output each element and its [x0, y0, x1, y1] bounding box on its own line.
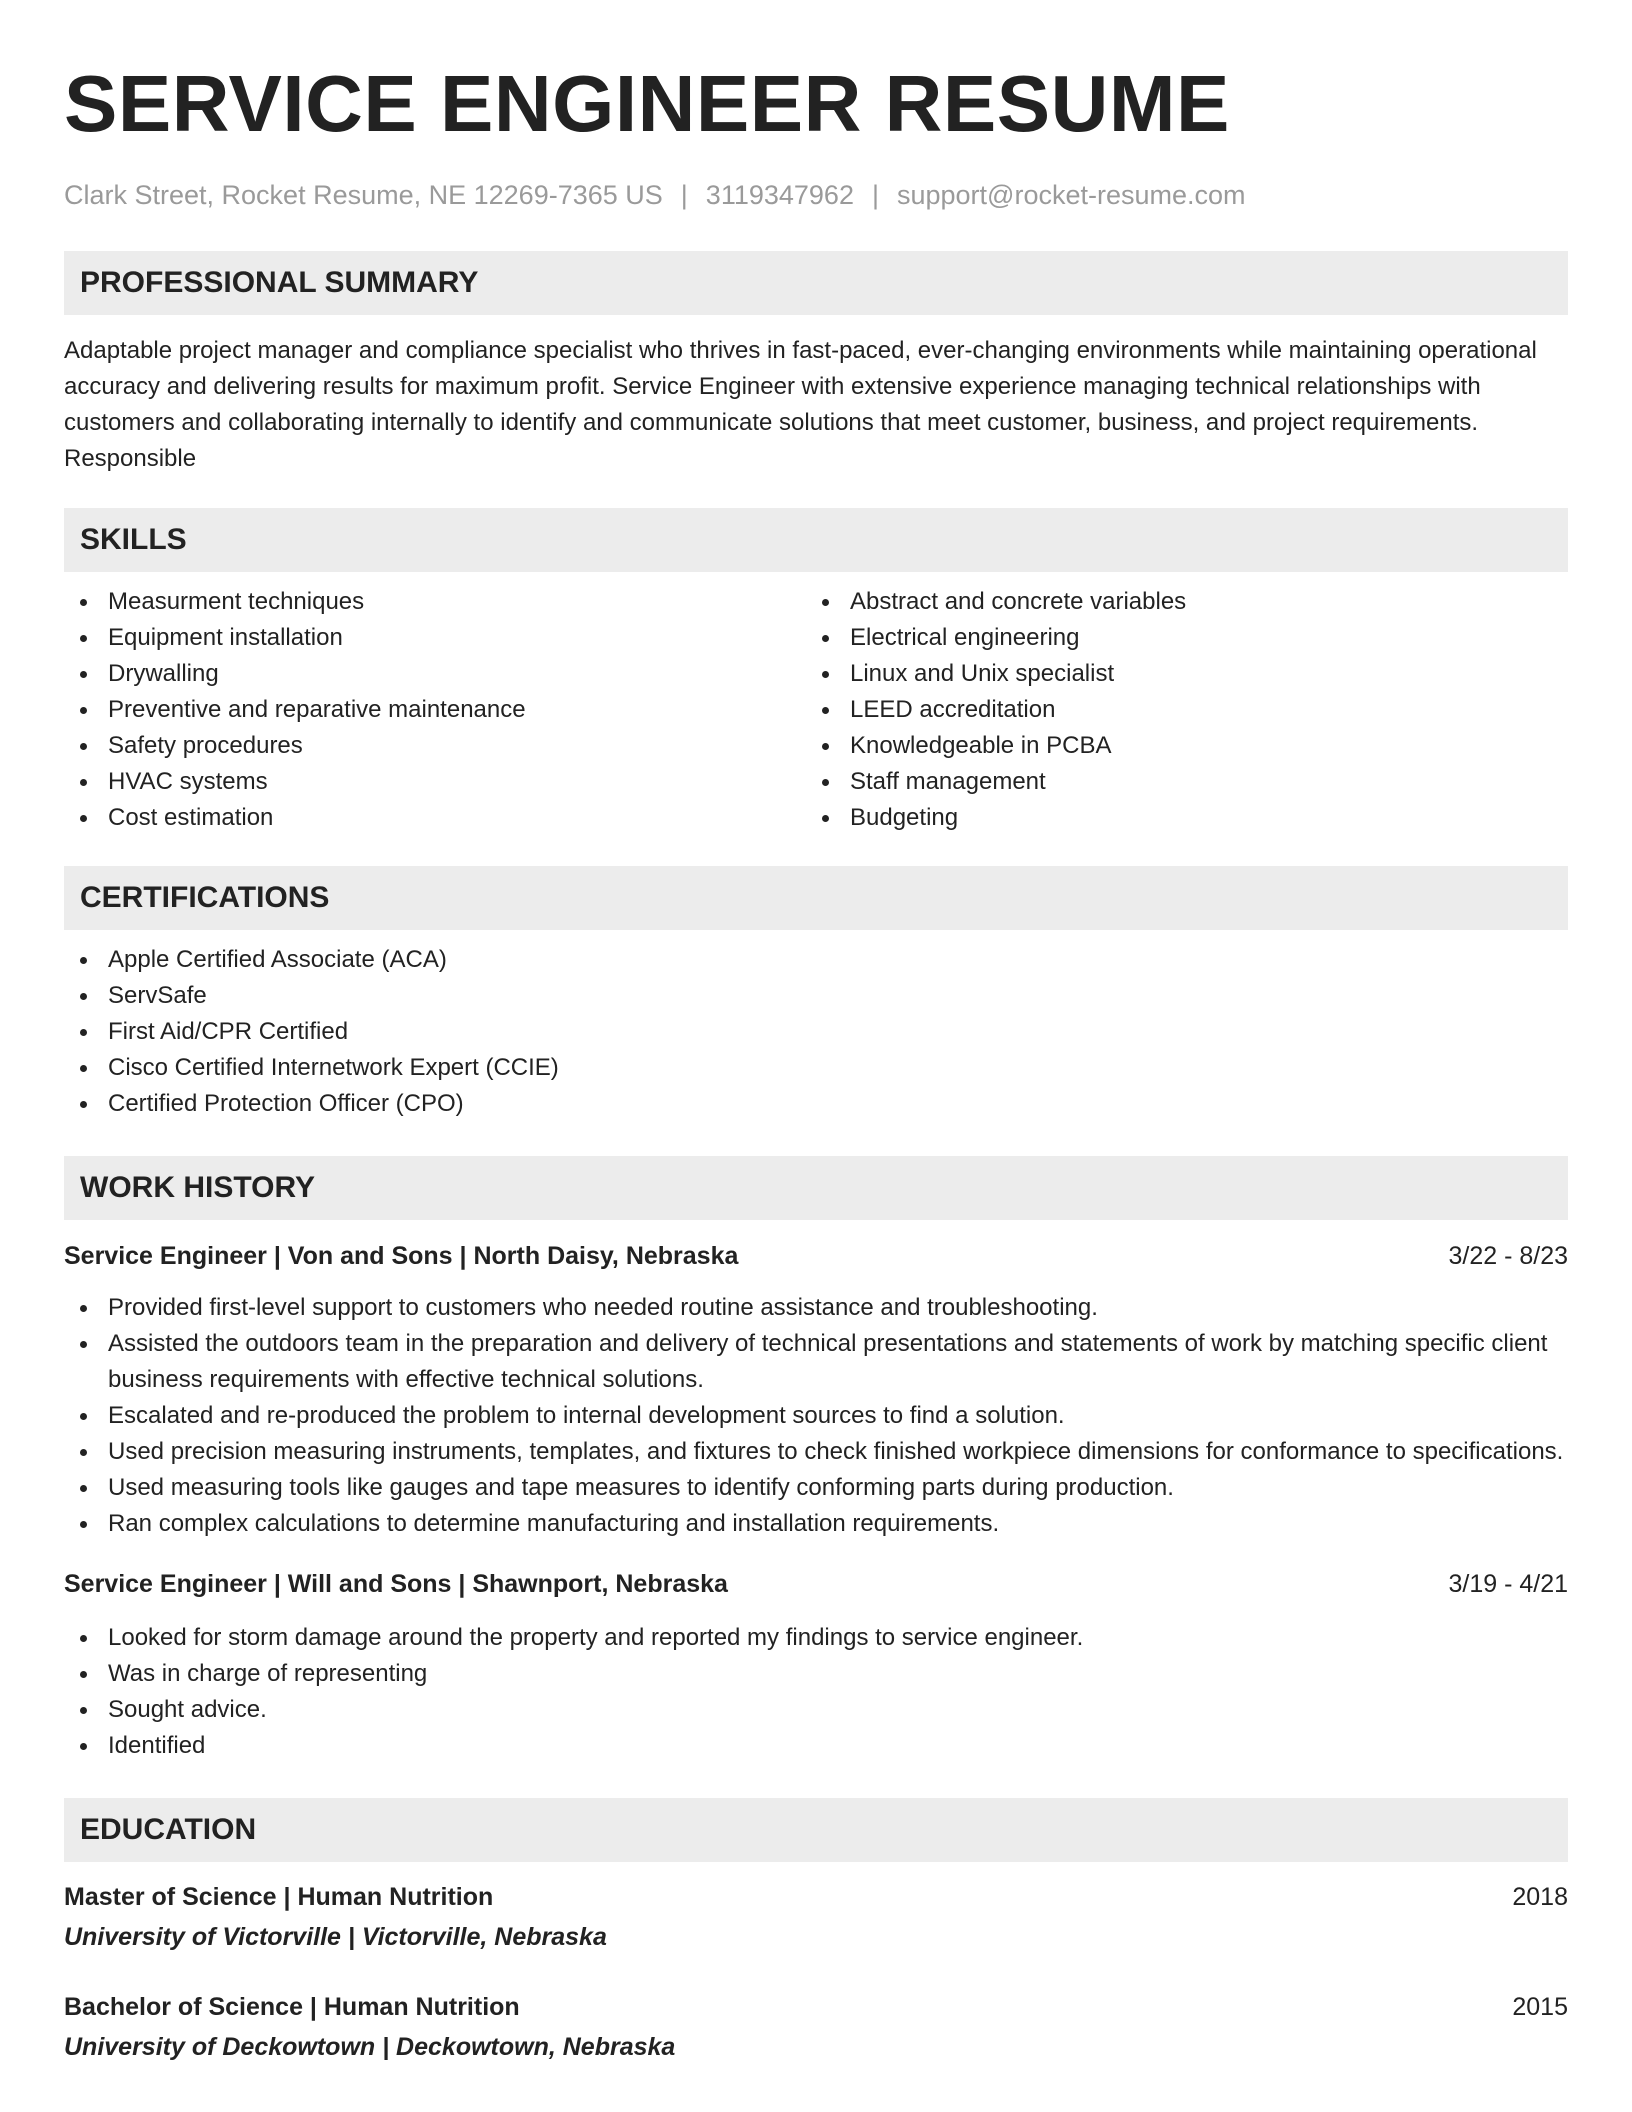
education-year: 2018 [1512, 1883, 1568, 1911]
list-item: Apple Certified Associate (ACA) [64, 942, 1568, 978]
list-item: Used precision measuring instruments, templates, and fixtures to check finished workpiece dimensions for conformance to specifications. [64, 1434, 1568, 1470]
job-dates: 3/22 - 8/23 [1448, 1242, 1568, 1270]
list-item: Preventive and reparative maintenance [64, 692, 806, 728]
section-header-skills: SKILLS [64, 508, 1568, 572]
list-item: Drywalling [64, 656, 806, 692]
list-item: ServSafe [64, 978, 1568, 1014]
list-item: Escalated and re-produced the problem to internal development sources to find a solution. [64, 1398, 1568, 1434]
list-item: Electrical engineering [806, 620, 1548, 656]
education-school: University of Victorville | Victorville, Nebraska [64, 1923, 607, 1951]
list-item: Identified [64, 1728, 1568, 1764]
education-year: 2015 [1512, 1993, 1568, 2021]
list-item: Looked for storm damage around the property and reported my findings to service engineer. [64, 1620, 1568, 1656]
list-item: Abstract and concrete variables [806, 584, 1548, 620]
list-item: Ran complex calculations to determine manufacturing and installation requirements. [64, 1506, 1568, 1542]
list-item: Safety procedures [64, 728, 806, 764]
education-degree: Bachelor of Science | Human Nutrition [64, 1993, 520, 2021]
certifications-list [64, 942, 1568, 1122]
list-item: Was in charge of representing [64, 1656, 1568, 1692]
list-item: Budgeting [806, 800, 1548, 836]
job-header [64, 1238, 1568, 1274]
section-header-work-history: WORK HISTORY [64, 1156, 1568, 1220]
list-item: Used measuring tools like gauges and tape measures to identify conforming parts during production. [64, 1470, 1568, 1506]
job-header [64, 1566, 1568, 1602]
resume-title: SERVICE ENGINEER RESUME [64, 59, 1230, 148]
education-header [64, 1879, 1568, 1915]
list-item: Certified Protection Officer (CPO) [64, 1086, 1568, 1122]
summary-text: Adaptable project manager and compliance specialist who thrives in fast-paced, ever-changing environments while maintaining operational accuracy and delivering results for maximum profit. Service Engineer with extensive experience managing technical relationships with customers and collaborating internally to identify and communicate solutions that meet customer, business, and project requirements. Responsible [64, 337, 1537, 472]
skills-column-left [64, 584, 806, 836]
list-item: LEED accreditation [806, 692, 1548, 728]
education-school: University of Deckowtown | Deckowtown, Nebraska [64, 2033, 676, 2061]
list-item: First Aid/CPR Certified [64, 1014, 1568, 1050]
section-header-education: EDUCATION [64, 1798, 1568, 1862]
job-bullets [64, 1290, 1568, 1542]
job-title: Service Engineer | Von and Sons | North Daisy, Nebraska [64, 1242, 739, 1270]
education-header [64, 1989, 1568, 2025]
contact-email: support@rocket-resume.com [896, 180, 1246, 210]
section-header-summary: PROFESSIONAL SUMMARY [64, 251, 1568, 315]
job-entry [64, 1566, 1568, 1764]
contact-address: Clark Street, Rocket Resume, NE 12269-7365 US [64, 180, 663, 210]
job-bullets [64, 1620, 1568, 1764]
contact-separator: | [680, 180, 688, 210]
list-item: Knowledgeable in PCBA [806, 728, 1548, 764]
contact-phone: 3119347962 [705, 180, 854, 210]
section-header-certifications: CERTIFICATIONS [64, 866, 1568, 930]
education-entry [64, 1879, 1568, 1955]
list-item: Cisco Certified Internetwork Expert (CCIE) [64, 1050, 1568, 1086]
job-dates: 3/19 - 4/21 [1448, 1570, 1568, 1598]
list-item: Cost estimation [64, 800, 806, 836]
job-entry [64, 1238, 1568, 1542]
education-entry [64, 1989, 1568, 2065]
skills-list [64, 584, 1568, 836]
list-item: Staff management [806, 764, 1548, 800]
skills-column-right [806, 584, 1548, 836]
job-title: Service Engineer | Will and Sons | Shawnport, Nebraska [64, 1570, 728, 1598]
list-item: HVAC systems [64, 764, 806, 800]
contact-line [64, 178, 1568, 212]
education-degree: Master of Science | Human Nutrition [64, 1883, 494, 1911]
list-item: Sought advice. [64, 1692, 1568, 1728]
list-item: Provided first-level support to customers who needed routine assistance and troubleshooting. [64, 1290, 1568, 1326]
contact-separator: | [871, 180, 879, 210]
list-item: Measurment techniques [64, 584, 806, 620]
list-item: Equipment installation [64, 620, 806, 656]
list-item: Assisted the outdoors team in the preparation and delivery of technical presentations and statements of work by matching specific client business requirements with effective technical solutions. [64, 1326, 1568, 1398]
list-item: Linux and Unix specialist [806, 656, 1548, 692]
